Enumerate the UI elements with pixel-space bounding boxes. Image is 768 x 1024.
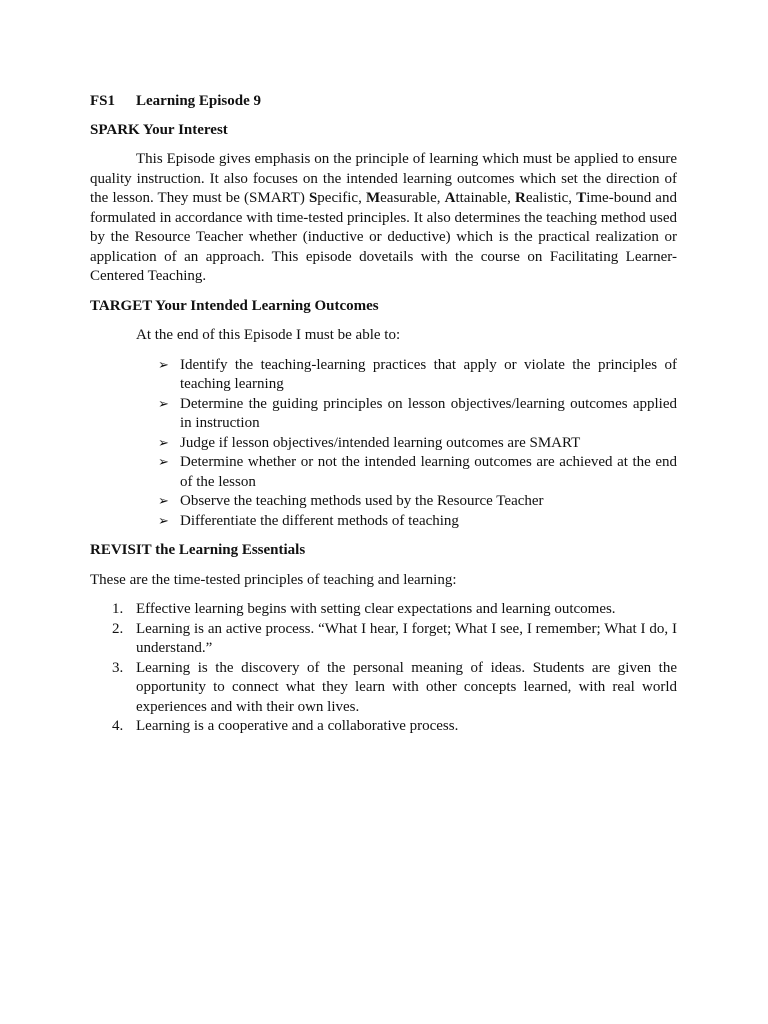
spark-heading: SPARK Your Interest: [90, 121, 228, 138]
arrow-bullet-icon: ➢: [158, 513, 169, 529]
list-item: [112, 600, 677, 620]
list-item: [112, 659, 677, 718]
list-item: [158, 453, 677, 492]
list-item: [158, 512, 677, 532]
outcomes-list: [90, 356, 677, 532]
outcome-text: Observe the teaching methods used by the Resource Teacher: [180, 493, 544, 509]
list-item: [112, 717, 677, 737]
smart-letter-r: R: [514, 190, 526, 206]
smart-rest-r: ealistic,: [525, 190, 577, 206]
list-item: [112, 620, 677, 659]
smart-rest-m: easurable,: [380, 190, 445, 206]
list-number: 1.: [112, 601, 124, 617]
principle-text: Effective learning begins with setting clear expectations and learning outcomes.: [136, 601, 616, 617]
arrow-bullet-icon: ➢: [158, 494, 169, 509]
smart-rest-s: pecific,: [317, 190, 366, 206]
smart-rest-a: ttainable,: [455, 190, 515, 206]
principles-list: [90, 600, 677, 737]
target-lead: At the end of this Episode I must be able to:: [136, 327, 401, 343]
principle-text: Learning is an active process. “What I hear, I forget; What I see, I remember; What I do, I understand.”: [136, 620, 677, 656]
list-item: [158, 434, 677, 454]
spark-intro-text: This Episode gives emphasis on the principle of learning which must be applied to ensure quality instruction. It also focuses on the intended learning outcomes which set the direction of the lesson. They must be (SMART): [90, 151, 677, 206]
smart-letter-t: T: [576, 190, 587, 206]
list-number: 4.: [112, 718, 124, 734]
principle-text: Learning is the discovery of the personal meaning of ideas. Students are given the opportunity to connect what they learn with other concepts learned, with real world experiences and with their own lives.: [136, 659, 677, 715]
revisit-heading: REVISIT the Learning Essentials: [90, 542, 306, 558]
document-page: [90, 92, 677, 737]
list-number: 3.: [112, 659, 124, 676]
target-heading: TARGET Your Intended Learning Outcomes: [90, 297, 379, 314]
outcome-text: Determine the guiding principles on lesson objectives/learning outcomes applied in instruction: [180, 395, 677, 431]
list-item: [158, 356, 677, 395]
arrow-bullet-icon: ➢: [158, 455, 169, 470]
outcome-text: Determine whether or not the intended learning outcomes are achieved at the end of the lesson: [180, 454, 677, 490]
smart-letter-s: S: [308, 190, 318, 206]
arrow-bullet-icon: ➢: [158, 435, 169, 451]
smart-letter-a: A: [444, 190, 456, 206]
outcome-text: Identify the teaching-learning practices that apply or violate the principles of teaching learning: [180, 356, 677, 392]
spark-paragraph: [90, 150, 677, 287]
episode-title: Learning Episode 9: [136, 93, 262, 109]
smart-rest-t: ime-bound and formulated in accordance with time-tested principles. It also determines the teaching method used by the Resource Teacher whether (inductive or deductive) which is the practical realization or application of an approach. This episode dovetails with the course on Facilitating Learner-Centered Teaching.: [90, 190, 677, 284]
revisit-lead: These are the time-tested principles of teaching and learning:: [90, 571, 457, 588]
arrow-bullet-icon: ➢: [158, 357, 169, 373]
course-code: FS1: [90, 93, 116, 109]
list-number: 2.: [112, 620, 124, 637]
outcome-text: Judge if lesson objectives/intended learning outcomes are SMART: [180, 434, 581, 451]
document-header: [90, 92, 677, 112]
principle-text: Learning is a cooperative and a collaborative process.: [136, 718, 459, 734]
smart-letter-m: M: [365, 190, 381, 206]
outcome-text: Differentiate the different methods of teaching: [180, 512, 459, 529]
arrow-bullet-icon: ➢: [158, 396, 169, 412]
list-item: [158, 395, 677, 434]
list-item: [158, 492, 677, 512]
